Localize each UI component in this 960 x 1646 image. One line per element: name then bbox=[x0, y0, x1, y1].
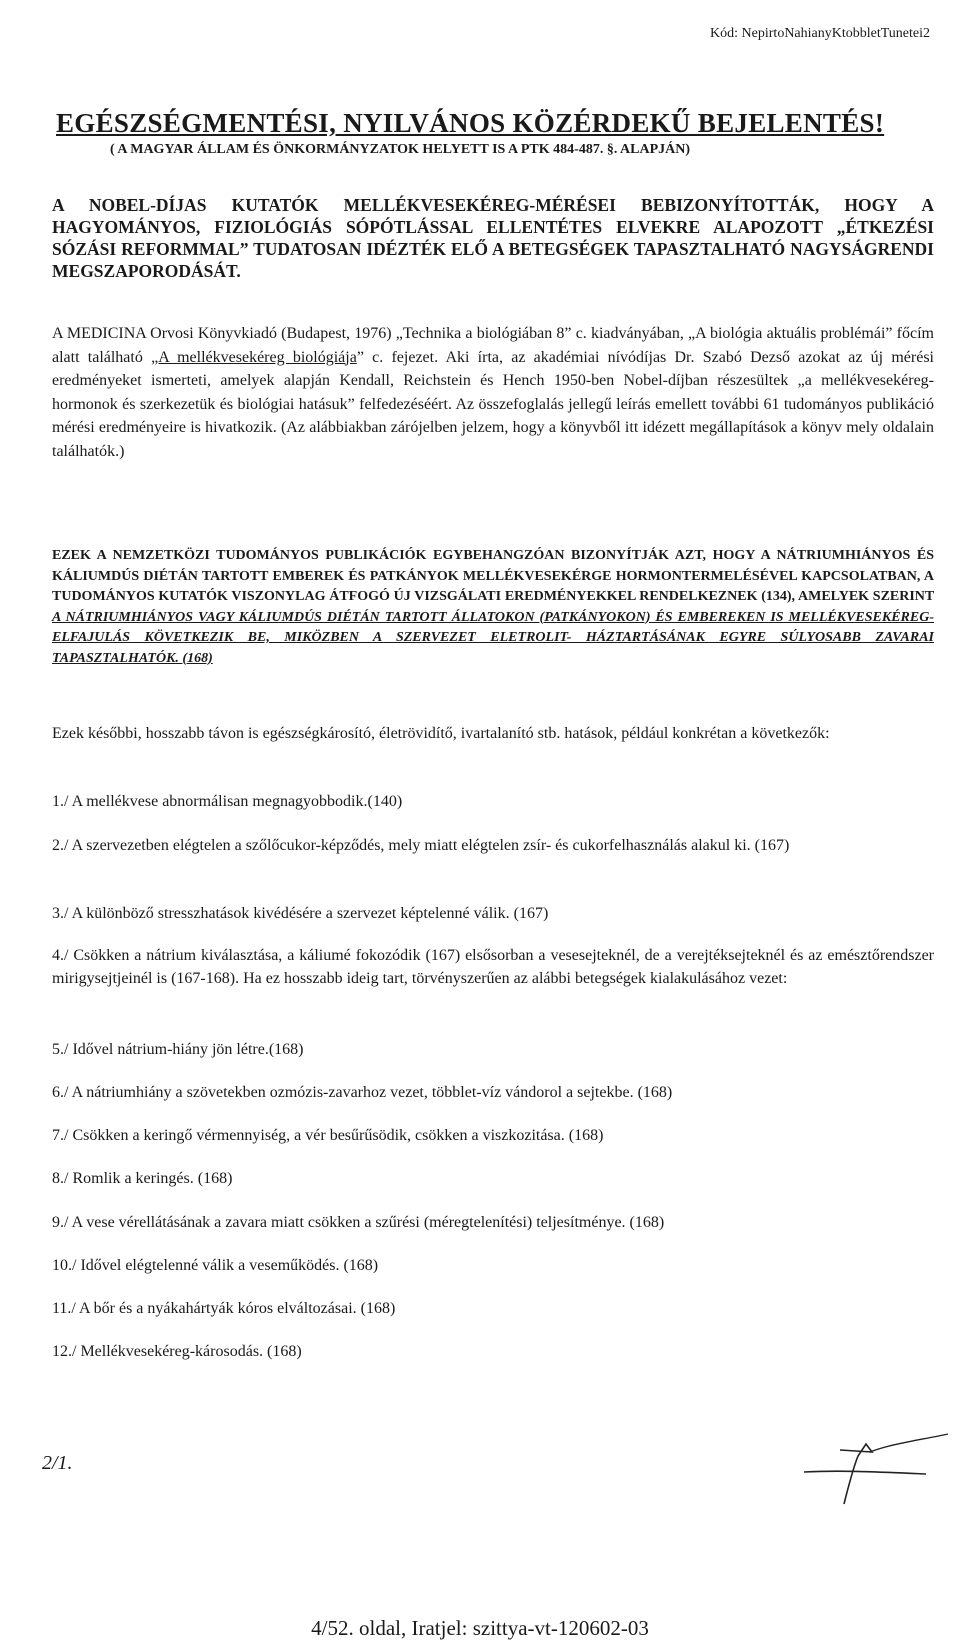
handwritten-page-mark: 2/1. bbox=[42, 1452, 73, 1474]
list-item-6: 6./ A nátriumhiány a szövetekben ozmózis-zavarhoz vezet, többlet-víz vándorol a sejtekbe. (168) bbox=[52, 1084, 673, 1101]
intro-paragraph bbox=[52, 322, 934, 463]
list-item-8: 8./ Romlik a keringés. (168) bbox=[52, 1170, 233, 1187]
intro-text-1: A MEDICINA Orvosi Könyvkiadó (Budapest, 1976) „Technika a biológiában 8” c. kiadványában, „A biológia aktuális problémái” főcím alatt található bbox=[52, 325, 934, 366]
list-item-1: 1./ A mellékvese abnormálisan megnagyobbodik.(140) bbox=[52, 793, 403, 810]
findings-emphasis: A NÁTRIUMHIÁNYOS VAGY KÁLIUMDÚS DIÉTÁN TARTOTT ÁLLATOKON (PATKÁNYOKON) ÉS EMBEREKEN IS MELLÉKVESEKÉREG-ELFAJULÁS KÖVETKEZIK BE, MIKÖZBEN A SZERVEZET ELETROLIT- HÁZTARTÁSÁNAK EGYRE SÚLYOSABB ZAVARAI TAPASZTALHATÓK. (168) bbox=[52, 609, 934, 666]
document-title: EGÉSZSÉGMENTÉSI, NYILVÁNOS KÖZÉRDEKŰ BEJELENTÉS! bbox=[56, 108, 885, 138]
list-item-5: 5./ Idővel nátrium-hiány jön létre.(168) bbox=[52, 1041, 304, 1058]
list-item-2: 2./ A szervezetben elégtelen a szőlőcukor-képződés, mely miatt elégtelen zsír- és cukorfelhasználás alakul ki. (167) bbox=[52, 837, 790, 854]
findings-paragraph bbox=[52, 546, 934, 669]
chapter-title: „A mellékvesekéreg biológiája bbox=[151, 348, 357, 366]
list-item-12: 12./ Mellékvesekéreg-károsodás. (168) bbox=[52, 1343, 302, 1360]
list-item-11: 11./ A bőr és a nyákahártyák kóros elváltozásai. (168) bbox=[52, 1300, 396, 1317]
document-code: Kód: NepirtoNahianyKtobbletTunetei2 bbox=[710, 26, 930, 41]
page-footer: 4/52. oldal, Iratjel: szittya-vt-120602-03 bbox=[311, 1616, 649, 1640]
lead-paragraph: A NOBEL-DÍJAS KUTATÓK MELLÉKVESEKÉREG-MÉRÉSEI BEBIZONYÍTOTTÁK, HOGY A HAGYOMÁNYOS, FIZIOLÓGIÁS SÓPÓTLÁSSAL ELLENTÉTES ELVEKRE ALAPOZOTT „ÉTKEZÉSI SÓZÁSI REFORMMAL” TUDATOSAN IDÉZTÉK ELŐ A BETEGSÉGEK TAPASZTALHATÓ NAGYSÁGRENDI MEGSZAPORODÁSÁT. bbox=[52, 195, 934, 281]
findings-text: EZEK A NEMZETKÖZI TUDOMÁNYOS PUBLIKÁCIÓK EGYBEHANGZÓAN BIZONYÍTJÁK AZT, HOGY A NÁTRIUMHIÁNYOS ÉS KÁLIUMDÚS DIÉTÁN TARTOTT EMBEREK ÉS PATKÁNYOK MELLÉKVESEKÉRGE HORMONTERMELÉSÉVEL KAPCSOLATBAN, A TUDOMÁNYOS KUTATÓK VISZONYLAG ÁTFOGÓ ÚJ VIZSGÁLATI EREDMÉNYEKKEL RENDELKEZNEK (134), AMELYEK SZERINT bbox=[52, 548, 934, 604]
list-item-7: 7./ Csökken a keringő vérmennyiség, a vér besűrűsödik, csökken a viszkozitása. (168) bbox=[52, 1127, 604, 1144]
list-item-3: 3./ A különböző stresszhatások kivédésére a szervezet képtelenné válik. (167) bbox=[52, 905, 549, 922]
document-subtitle: ( A MAGYAR ÁLLAM ÉS ÖNKORMÁNYZATOK HELYETT IS A PTK 484-487. §. ALAPJÁN) bbox=[110, 142, 691, 157]
list-item-10: 10./ Idővel elégtelenné válik a veseműködés. (168) bbox=[52, 1257, 379, 1274]
intro-text-2: ” c. fejezet. Aki írta, az akadémiai nívódíjas Dr. Szabó Dezső azokat az új mérési eredményeket ismerteti, amelyek alapján Kendall, Reichstein és Hench 1950-ben Nobel-díjban részesültek „a mellékvesekéreg-hormonok és szerkezetük és biológiai hatásuk” felfedezéséért. Az összefoglalás jellegű leírás emellett további 61 tudományos publikáció mérési eredményeire is hivatkozik. (Az alábbiakban zárójelben jelzem, hogy a könyvből itt idézett megállapítások a könyv mely oldalain találhatók.) bbox=[52, 348, 935, 460]
list-item-4: 4./ Csökken a nátrium kiválasztása, a káliumé fokozódik (167) elsősorban a vesesejteknél, de a verejtéksejteknél és az emésztőrendszer mirigysejtjeinél is (167-168). Ha ez hosszabb ideig tart, törvényszerűen az alábbi betegségek kialakulásához vezet: bbox=[52, 947, 934, 987]
list-item-9: 9./ A vese vérellátásának a zavara miatt csökken a szűrési (méregtelenítési) teljesítménye. (168) bbox=[52, 1214, 665, 1231]
effects-intro: Ezek későbbi, hosszabb távon is egészségkárosító, életrövidítő, ivartalanító stb. hatások, például konkrétan a következők: bbox=[52, 725, 830, 742]
signature-icon bbox=[800, 1420, 950, 1510]
